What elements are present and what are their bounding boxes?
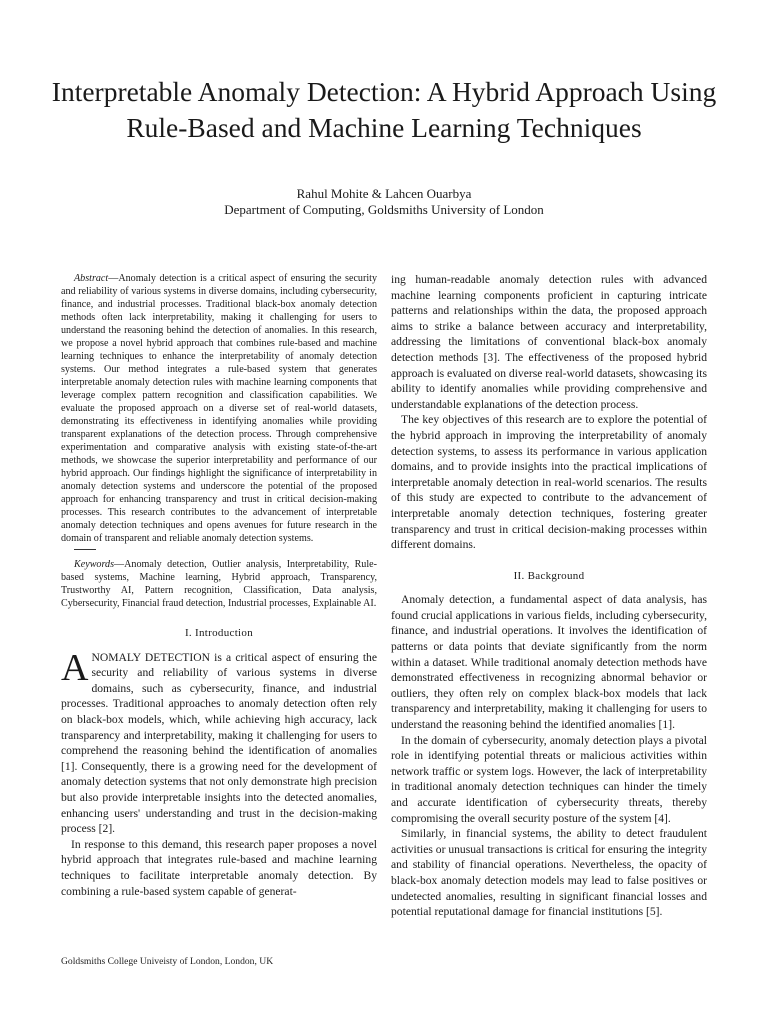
paper-title: Interpretable Anomaly Detection: A Hybrid Approach Using Rule-Based and Machine Learning Techniques <box>51 76 717 143</box>
drop-cap: A <box>61 646 89 689</box>
keywords-text: —Anomaly detection, Outlier analysis, Interpretability, Rule-based systems, Machine learning, Hybrid approach, Transparency, Trustworthy AI, Pattern recognition, Classification, Data analysis, Cybersecurity, Financial fraud detection, Industrial processes, Explainable AI. <box>61 559 377 609</box>
background-paragraph-2: In the domain of cybersecurity, anomaly detection plays a pivotal role in identifying potential threats or malicious activities within network traffic or system logs. However, the lack of interpretability in traditional anomaly detection techniques can hinder the timely and accurate identification of cybersecurity threats, thereby compromising the overall security posture of the system [4]. <box>391 733 707 825</box>
background-paragraph-3: Similarly, in financial systems, the ability to detect fraudulent activities or unusual transactions is critical for ensuring the integrity and stability of financial operations. Nevertheless, the opacity of black-box anomaly detection models may lead to false positives or undetected anomalies, resulting in significant financial losses and potential reputational damage for financial institutions [5]. <box>391 827 707 919</box>
abstract-label: Abstract <box>74 273 109 284</box>
author-block <box>40 186 728 218</box>
abstract-text: —Anomaly detection is a critical aspect of ensuring the security and reliability of various systems in diverse domains, including cybersecurity, finance, and industrial processes. Traditional black-box anomaly detection methods often lack interpretability, making it challenging for users to understand the reasoning behind the detection of anomalies. In this research, we propose a novel hybrid approach that combines rule-based and machine learning techniques to enhance the interpretability of anomaly detection systems. Our method integrates a rule-based system that generates interpretable anomaly detection rules with machine learning components that leverage complex pattern recognition and classification capabilities. We evaluate the proposed approach on a diverse set of real-world datasets, demonstrating its effectiveness in identifying anomalies while providing transparent explanations of the detection process. Through comprehensive experimentation and comparative analysis with existing state-of-the-art methods, we showcase the superior interpretability and performance of our hybrid approach. Our findings highlight the significance of interpretability in anomaly detection systems and underscore the potential of the proposed approach for enhancing transparency and trust in critical decision-making processes. This research contributes to the advancement of interpretable anomaly detection techniques and opens avenues for future research in the domain of transparent and reliable anomaly detection systems. <box>61 273 377 544</box>
keywords-label: Keywords <box>74 559 115 570</box>
intro-paragraph-3: The key objectives of this research are to explore the potential of the hybrid approach in improving the interpretability of anomaly detection systems, to assess its performance in various application domains, and to provide insights into the practical implications of interpretable anomaly detection in real-world scenarios. The results of this study are expected to contribute to the advancement of interpretable anomaly detection techniques, fostering greater transparency and trust in critical decision-making processes within different domains. <box>391 413 707 552</box>
intro-paragraph-1 <box>61 646 377 837</box>
intro-paragraph-1-text: NOMALY DETECTION is a critical aspect of ensuring the security and reliability of various systems in diverse domains, such as cybersecurity, finance, and industrial processes. Traditional approaches to anomaly detection often rely on black-box models, which, while achieving high accuracy, lack transparency and interpretability, making it challenging for users to comprehend the reasoning behind the identification of anomalies [1]. Consequently, there is a growing need for the development of anomaly detection systems that not only demonstrate high precision but also provide interpretable insights into the detected anomalies, enhancing users' understanding and trust in the decision-making process [2]. <box>61 650 377 836</box>
section-heading-introduction: I. Introduction <box>184 627 254 639</box>
intro-paragraph-2-continued: ing human-readable anomaly detection rules with advanced machine learning components proficient in capturing intricate patterns and relationships within the data, the proposed approach aims to strike a balance between accuracy and interpretability, addressing the limitations of conventional black-box anomaly detection methods [3]. The effectiveness of the proposed hybrid approach is evaluated on diverse real-world datasets, showcasing its ability to identify anomalies while providing comprehensive and understandable explanations of the detection process. <box>391 273 707 411</box>
author-affiliation: Department of Computing, Goldsmiths University of London <box>224 202 544 217</box>
background-paragraph-1: Anomaly detection, a fundamental aspect of data analysis, has found crucial applications in various fields, including cybersecurity, finance, and industrial operations. It involves the identification of patterns or data points that deviate significantly from the norm within a dataset. While traditional anomaly detection methods have demonstrated effectiveness in recognizing abnormal behavior or outliers, they often rely on complex black-box models that lack transparency and interpretability, making it challenging for users to understand the reasoning behind the identified anomalies [1]. <box>391 593 707 732</box>
author-names: Rahul Mohite & Lahcen Ouarbya <box>296 186 472 201</box>
intro-paragraph-2-start: In response to this demand, this research paper proposes a novel hybrid approach that integrates rule-based and machine learning techniques to facilitate interpretable anomaly detection. By combining a rule-based system capable of generat- <box>61 837 377 898</box>
keywords <box>61 558 377 610</box>
right-column <box>391 272 707 920</box>
left-column <box>61 272 377 899</box>
abstract <box>61 272 377 545</box>
section-heading-background: II. Background <box>513 569 585 582</box>
abstract-divider <box>74 549 96 550</box>
footnote: Goldsmiths College Univeisty of London, London, UK <box>61 956 274 967</box>
